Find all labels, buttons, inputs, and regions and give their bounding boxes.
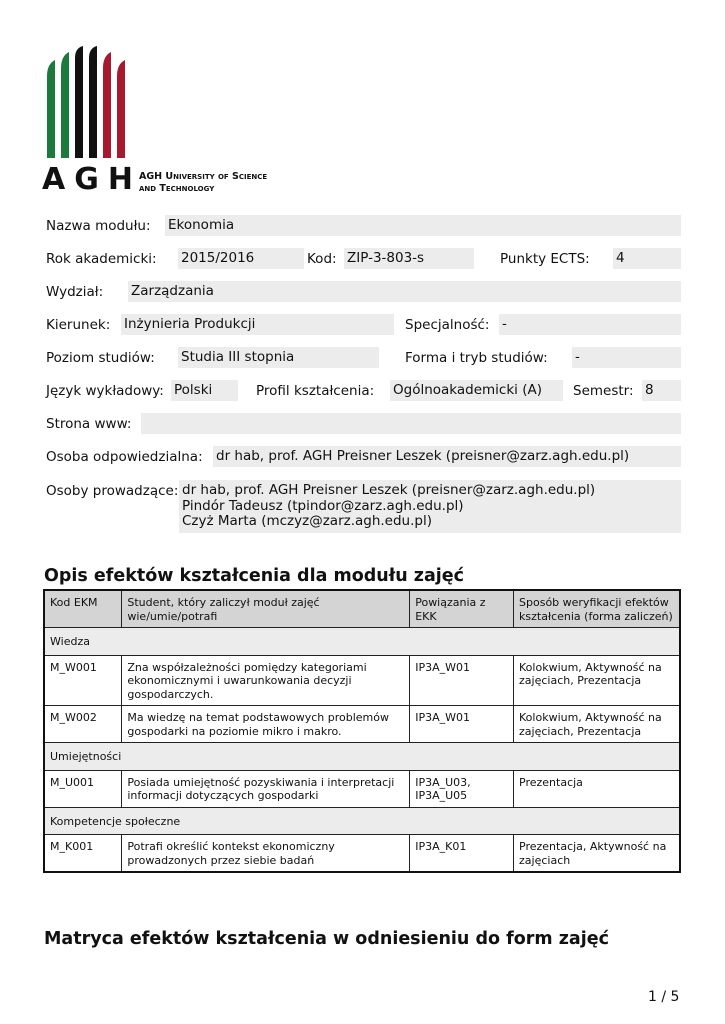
teachers-list <box>179 480 681 533</box>
ects-value: 4 <box>613 248 681 269</box>
row-ekk: IP3A_K01 <box>410 835 514 873</box>
row-verify: Prezentacja <box>514 770 680 807</box>
teacher-item: Pindór Tadeusz (tpindor@zarz.agh.edu.pl) <box>182 497 464 514</box>
row-ekk: IP3A_U03, IP3A_U05 <box>410 770 514 807</box>
row-desc: Posiada umiejętność pozyskiwania i interpretacji informacji dotyczących gospodarki <box>122 770 410 807</box>
agh-emblem-icon <box>43 46 129 162</box>
section-title: Kompetencje społeczne <box>44 807 680 835</box>
section-title-learning-outcomes: Opis efektów kształcenia dla modułu zajęć <box>44 566 465 586</box>
semester-label: Semestr: <box>573 383 634 399</box>
profile-label: Profil kształcenia: <box>256 383 375 399</box>
section-title: Umiejętności <box>44 743 680 771</box>
faculty-label: Wydział: <box>46 284 104 300</box>
direction-value: Inżynieria Produkcji <box>121 314 394 335</box>
code-label: Kod: <box>307 251 337 267</box>
row-code: M_U001 <box>44 770 122 807</box>
row-desc: Ma wiedzę na temat podstawowych problemów gospodarki na poziomie mikro i makro. <box>122 706 410 743</box>
study-level-value: Studia III stopnia <box>178 347 379 368</box>
teacher-item: dr hab, prof. AGH Preisner Leszek (preisner@zarz.agh.edu.pl) <box>182 482 596 498</box>
row-code: M_W002 <box>44 706 122 743</box>
language-label: Język wykładowy: <box>46 383 164 399</box>
section-title-matrix: Matryca efektów kształcenia w odniesieniu do form zajęć <box>44 929 609 949</box>
specialty-label: Specjalność: <box>405 317 490 333</box>
row-verify: Kolokwium, Aktywność na zajęciach, Prezentacja <box>514 706 680 743</box>
section-row-social <box>44 807 680 835</box>
study-form-value: - <box>572 347 681 368</box>
header-code: Kod EKM <box>44 590 122 628</box>
semester-value: 8 <box>642 380 681 401</box>
row-ekk: IP3A_W01 <box>410 655 514 706</box>
teacher-item: Czyż Marta (mczyz@zarz.agh.edu.pl) <box>182 513 432 529</box>
www-value <box>141 413 681 434</box>
header-student: Student, który zaliczył moduł zajęć wie/umie/potrafi <box>122 590 410 628</box>
row-code: M_W001 <box>44 655 122 706</box>
page-number: 1 / 5 <box>648 989 680 1005</box>
section-row-skills <box>44 743 680 771</box>
logo-university-line1: AGH University of Science <box>139 171 268 182</box>
row-verify: Prezentacja, Aktywność na zajęciach <box>514 835 680 873</box>
academic-year-label: Rok akademicki: <box>46 251 157 267</box>
language-value: Polski <box>171 380 238 401</box>
agh-logo <box>40 44 275 196</box>
profile-value: Ogólnoakademicki (A) <box>390 380 563 401</box>
row-ekk: IP3A_W01 <box>410 706 514 743</box>
faculty-value: Zarządzania <box>128 281 681 302</box>
responsible-person-value: dr hab, prof. AGH Preisner Leszek (preisner@zarz.agh.edu.pl) <box>213 446 681 467</box>
table-row <box>44 835 680 873</box>
logo-acronym: AGH <box>42 162 142 197</box>
module-name-value: Ekonomia <box>165 215 681 236</box>
teachers-label: Osoby prowadzące: <box>46 483 179 499</box>
ects-label: Punkty ECTS: <box>500 251 590 267</box>
table-row <box>44 655 680 706</box>
specialty-value: - <box>499 314 681 335</box>
row-desc: Zna współzależności pomiędzy kategoriami ekonomicznymi i uwarunkowania decyzji gospodarczych. <box>122 655 410 706</box>
study-level-label: Poziom studiów: <box>46 350 155 366</box>
study-form-label: Forma i tryb studiów: <box>405 350 548 366</box>
row-code: M_K001 <box>44 835 122 873</box>
academic-year-value: 2015/2016 <box>178 248 304 269</box>
row-verify: Kolokwium, Aktywność na zajęciach, Prezentacja <box>514 655 680 706</box>
section-row-knowledge <box>44 628 680 656</box>
table-row <box>44 770 680 807</box>
header-ekk: Powiązania z EKK <box>410 590 514 628</box>
section-title: Wiedza <box>44 628 680 656</box>
learning-outcomes-table <box>43 589 681 873</box>
row-desc: Potrafi określić kontekst ekonomiczny prowadzonych przez siebie badań <box>122 835 410 873</box>
code-value: ZIP-3-803-s <box>344 248 474 269</box>
table-header-row <box>44 590 680 628</box>
www-label: Strona www: <box>46 416 132 432</box>
responsible-person-label: Osoba odpowiedzialna: <box>46 449 203 465</box>
module-name-label: Nazwa modułu: <box>46 218 151 234</box>
table-row <box>44 706 680 743</box>
header-verification: Sposób weryfikacji efektów kształcenia (forma zaliczeń) <box>514 590 680 628</box>
logo-university-line2: and Technology <box>139 183 215 194</box>
direction-label: Kierunek: <box>46 317 111 333</box>
